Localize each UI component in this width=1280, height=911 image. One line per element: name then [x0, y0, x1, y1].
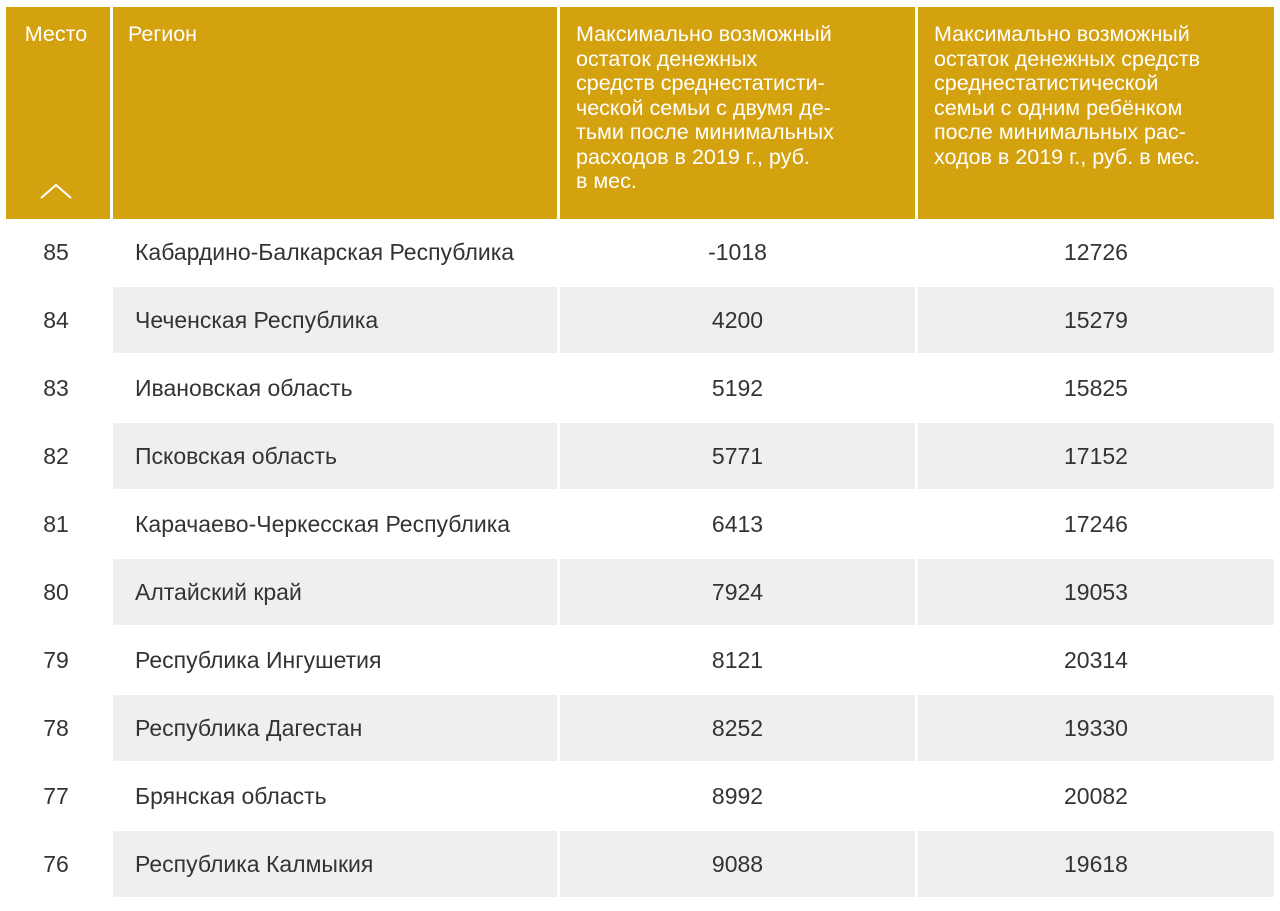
one-child-cell: 17152 — [918, 423, 1274, 489]
header-line: семьи с одним ребёнком — [934, 95, 1183, 120]
region-cell: Кабардино-Балкарская Республика — [135, 238, 515, 265]
region-cell: Псковская область — [113, 423, 557, 489]
header-line: после минимальных рас- — [934, 120, 1186, 144]
table-row — [0, 423, 1280, 491]
table-row — [0, 695, 1280, 763]
header-line: средств среднестатисти- — [576, 71, 825, 95]
two-children-cell: 9088 — [560, 831, 915, 897]
region-cell: Алтайский край — [113, 559, 557, 625]
place-cell: 82 — [43, 442, 69, 469]
column-header-region-label: Регион — [128, 22, 198, 46]
one-child-cell: 19618 — [918, 831, 1274, 897]
column-header-region[interactable] — [113, 7, 557, 219]
table-row — [0, 355, 1280, 423]
one-child-cell: 15825 — [1064, 374, 1128, 401]
table-row — [0, 219, 1280, 287]
one-child-cell: 12726 — [1064, 238, 1128, 265]
two-children-cell: 5192 — [711, 374, 764, 401]
region-cell: Ивановская область — [135, 374, 353, 401]
place-cell: 77 — [43, 782, 69, 809]
header-line: расходов в 2019 г., руб. — [576, 144, 810, 169]
one-child-cell: 15279 — [918, 287, 1274, 353]
place-cell: 84 — [43, 306, 69, 333]
two-children-cell: 6413 — [711, 510, 764, 537]
table-header — [0, 7, 1280, 219]
table-row — [0, 559, 1280, 627]
two-children-cell: 5771 — [560, 423, 915, 489]
two-children-cell: 4200 — [560, 287, 915, 353]
two-children-cell: 8992 — [711, 782, 764, 809]
region-cell: Карачаево-Черкесская Республика — [135, 510, 511, 537]
header-line: ходов в 2019 г., руб. в мес. — [934, 144, 1201, 169]
region-cell: Брянская область — [135, 782, 327, 809]
two-children-cell: 8252 — [560, 695, 915, 761]
table-row — [0, 287, 1280, 355]
one-child-cell: 20314 — [1064, 646, 1128, 673]
region-cell: Чеченская Республика — [113, 287, 557, 353]
column-header-one-child[interactable] — [918, 7, 1274, 219]
table-row — [0, 831, 1280, 899]
two-children-cell: 7924 — [560, 559, 915, 625]
header-line: Максимально возможный — [576, 22, 832, 46]
column-header-place[interactable] — [6, 7, 110, 219]
place-cell: 76 — [43, 850, 69, 877]
region-cell: Республика Дагестан — [113, 695, 557, 761]
header-line: в мес. — [576, 169, 637, 193]
region-cell: Республика Калмыкия — [113, 831, 557, 897]
two-children-cell: -1018 — [708, 238, 767, 265]
table-row — [0, 491, 1280, 559]
place-cell: 79 — [43, 646, 69, 673]
place-cell: 80 — [43, 578, 69, 605]
two-children-cell: 8121 — [711, 646, 764, 673]
header-line: тьми после минимальных — [576, 120, 834, 144]
header-line: ческой семьи с двумя де- — [576, 95, 831, 120]
header-line: остаток денежных средств — [934, 46, 1201, 71]
one-child-cell: 20082 — [1064, 782, 1128, 809]
column-header-two-children[interactable] — [560, 7, 915, 219]
header-line: Максимально возможный — [934, 22, 1190, 46]
table-body — [0, 219, 1280, 899]
one-child-cell: 19053 — [918, 559, 1274, 625]
place-cell: 85 — [43, 238, 69, 265]
header-line: среднестатистической — [934, 71, 1159, 95]
place-cell: 83 — [43, 374, 69, 401]
one-child-cell: 19330 — [918, 695, 1274, 761]
one-child-cell: 17246 — [1064, 510, 1128, 537]
place-cell: 78 — [43, 714, 69, 741]
chevron-up-icon[interactable] — [39, 179, 73, 201]
table-row — [0, 763, 1280, 831]
column-header-place-label: Место — [24, 22, 88, 46]
header-line: остаток денежных — [576, 46, 758, 71]
place-cell: 81 — [43, 510, 69, 537]
table-row — [0, 627, 1280, 695]
region-cell: Республика Ингушетия — [135, 646, 382, 673]
